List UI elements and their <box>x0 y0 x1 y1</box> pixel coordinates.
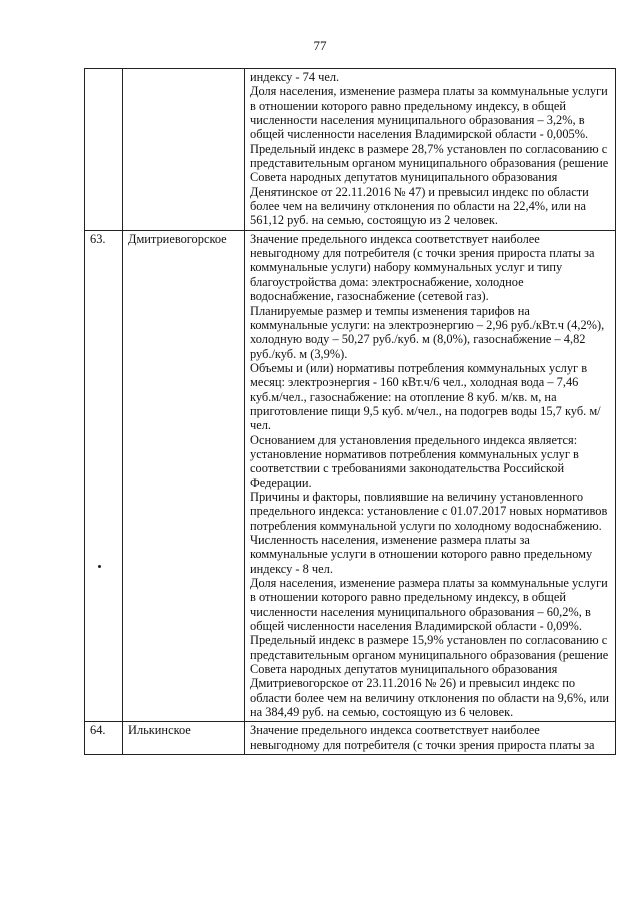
scan-speck-mark <box>98 565 101 568</box>
page-number: 77 <box>313 38 327 53</box>
table-row-continued <box>85 69 616 231</box>
table-frame <box>84 68 618 910</box>
paragraph: индексу - 74 чел. <box>250 70 340 84</box>
paragraph: Предельный индекс в размере 15,9% установлен по согласованию с представительным органом муниципального образования (решение Совета народных депутатов муниципального образования Дмитриевогорское от 23.11.2016 № 26) и превысил индекс по области более чем на величину отклонения по области на 9,6%, или на 384,49 руб. на семью, состоящую из 6 человек. <box>250 633 610 720</box>
table-row-63 <box>85 230 616 722</box>
paragraph: Объемы и (или) нормативы потребления коммунальных услуг в месяц: электроэнергия - 160 кВт.ч/6 чел., холодная вода – 7,46 куб.м/чел., газоснабжение: на отопление 8 куб. м/кв. м, на приготовление пищи 9,5 куб. м/чел., на подогрев воды 15,7 куб. м/чел. <box>250 360 601 433</box>
paragraph: Численность населения, изменение размера платы за коммунальные услуги в отношении которого равно предельному индексу - 8 чел. <box>250 533 593 576</box>
municipality-name: Илькинское <box>123 722 245 755</box>
table-row-64 <box>85 722 616 755</box>
paragraph: Причины и факторы, повлиявшие на величину установленного предельного индекса: установление с 01.07.2017 новых нормативов потребления коммунальной услуги по холодному водоснабжению. <box>250 489 608 533</box>
description-cell <box>245 69 616 231</box>
paragraph: Значение предельного индекса соответствует наиболее невыгодному для потребителя (с точки зрения прироста платы за коммунальные услуги) набору коммунальных услуг и типу благоустройства дома: электроснабжение, холодное водоснабжение, газоснабжение (сетевой газ). <box>250 231 595 304</box>
description-cell <box>245 230 616 722</box>
row-number: 63. <box>85 230 123 722</box>
paragraph: Планируемые размер и темпы изменения тарифов на коммунальные услуги: на электроэнергию – 2,96 руб./кВт.ч (4,2%), холодную воду – 50,27 руб./куб. м (8,0%), газоснабжение – 4,82 руб./куб. м (3,9%). <box>250 303 605 361</box>
municipality-name: Дмитриевогорское <box>123 230 245 722</box>
paragraph: Доля населения, изменение размера платы за коммунальные услуги в отношении которого равно предельному индексу, в общей численности населения муниципального образования – 3,2%, в общей численности населения Владимирской области - 0,005%. <box>250 84 608 142</box>
paragraph: Доля населения, изменение размера платы за коммунальные услуги в отношении которого равно предельному индексу, в общей численности населения муниципального образования – 60,2%, в общей численности населения Владимирской области - 0,09%. <box>250 576 608 634</box>
row-number: 64. <box>85 722 123 755</box>
municipality-name <box>123 69 245 231</box>
paragraph: Предельный индекс в размере 28,7% установлен по согласованию с представительным органом муниципального образования (решение Совета народных депутатов муниципального образования Денятинское от 22.11.2016 № 47) и превысил индекс по области более чем на величину отклонения по области на 22,4%, или на 561,12 руб. на семью, состоящую из 2 человек. <box>250 141 609 228</box>
municipal-index-table <box>84 68 616 755</box>
paragraph: Основанием для установления предельного индекса является: установление нормативов потребления коммунальных услуг в соответствии с требованиями законодательства Российской Федерации. <box>250 432 579 490</box>
paragraph: Значение предельного индекса соответствует наиболее невыгодному для потребителя (с точки зрения прироста платы за <box>250 723 595 752</box>
description-cell <box>245 722 616 755</box>
row-number <box>85 69 123 231</box>
